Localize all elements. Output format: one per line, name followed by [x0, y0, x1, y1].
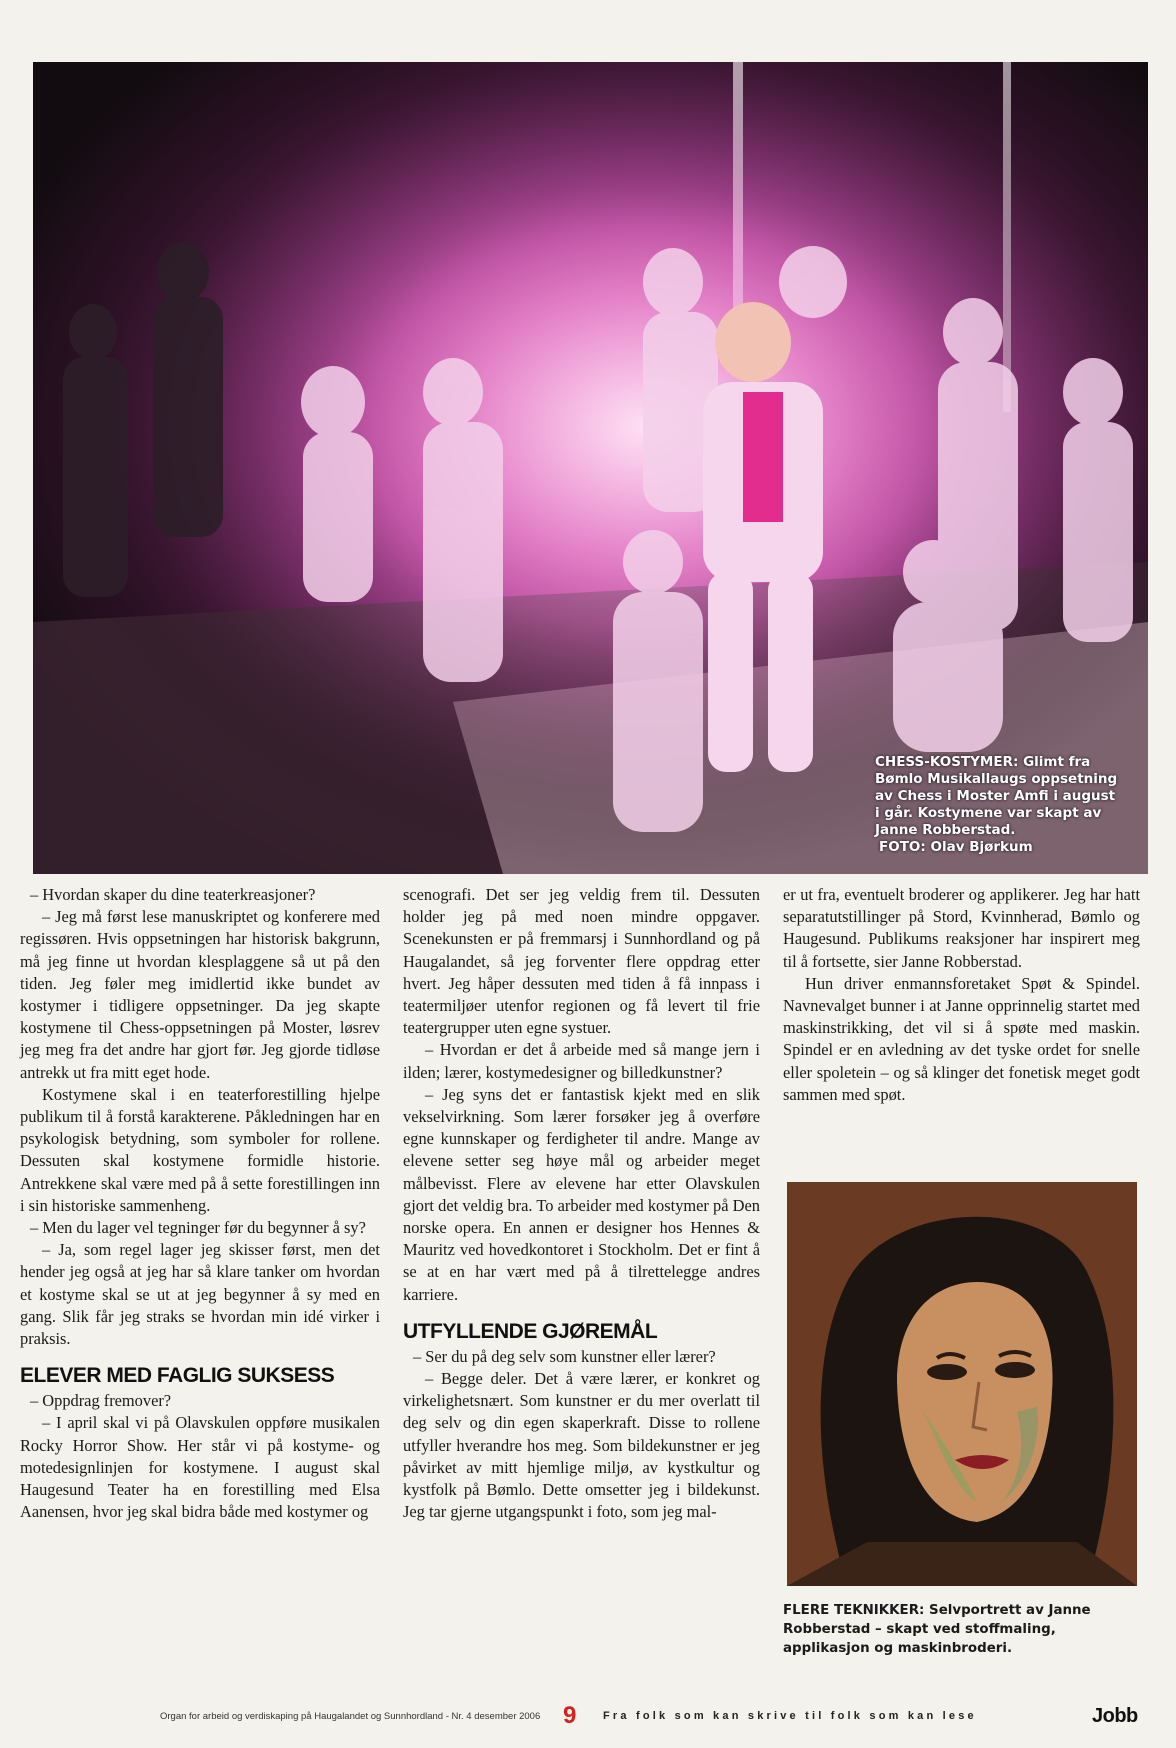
- footer-organ-text: Organ for arbeid og verdiskaping på Haugalandet og Sunnhordland - Nr. 4 desember 2006: [160, 1711, 541, 1722]
- paragraph: – Jeg må først lese manuskriptet og konferere med regissøren. Hvis oppsetningen har historisk bakgrunn, må jeg finne ut hvordan klesplaggene så ut på den tiden. Jeg føler meg imidlertid ikke bundet av kostymer i tidligere oppsetninger. Da jeg skapte kostymene til Chess-oppsetningen på Moster, løsrev jeg meg fra det andre har gjort før. Jeg gjorde tidløse antrekk ut fra mitt eget hode.: [20, 907, 380, 1082]
- paragraph: – Men du lager vel tegninger før du begynner å sy?: [30, 1218, 366, 1238]
- paragraph: scenografi. Det ser jeg veldig frem til. Dessuten holder jeg på med noen mindre oppgaver. Scenekunsten er på fremmarsj i Sunnhordland og på Haugalandet, så jeg forventer flere oppdrag etter hvert. Jeg håper dessuten med tiden å få innpass i teatermiljøer utenfor regionen og få levert til frie teatergrupper uten egne systuer.: [403, 885, 760, 1038]
- brand-logo: Jobb: [1092, 1705, 1138, 1727]
- subheading-utfyllende: UTFYLLENDE GJØREMÅL: [403, 1319, 658, 1343]
- self-portrait-illustration: [787, 1182, 1137, 1586]
- photo-caption: [875, 754, 1120, 856]
- article-column-3: [783, 884, 1140, 1106]
- photo-credit: FOTO: Olav Bjørkum: [879, 839, 1033, 855]
- stage-photo: [33, 62, 1148, 874]
- paragraph: Kostymene skal i en teaterforestilling hjelpe publikum til å forstå karakterene. Påkledningen har en psykologisk betydning, som symboler for rollene. Dessuten skal kostymene formidle historie. Antrekkene skal være med på å sette forestillingen inn i sin historiske sammenheng.: [20, 1084, 380, 1215]
- portrait-caption: [783, 1601, 1143, 1658]
- article-column-2: [403, 884, 760, 1523]
- stage-photo-illustration: [33, 62, 1148, 874]
- subheading-elever: ELEVER MED FAGLIG SUKSESS: [20, 1364, 335, 1388]
- paragraph: – Hvordan er det å arbeide med så mange jern i ilden; lærer, kostymedesigner og billedkunstner?: [403, 1040, 760, 1082]
- paragraph: – Hvordan skaper du dine teaterkreasjoner?: [30, 885, 316, 904]
- page-footer: [0, 1702, 1176, 1732]
- paragraph: – Ja, som regel lager jeg skisser først, men det hender jeg også at jeg har så klare tanker om hvordan et kostyme skal se ut at jeg begynner å sy med en gang. Slik får jeg straks se hvordan min idé virker i praksis.: [20, 1240, 380, 1349]
- paragraph: – Oppdrag fremover?: [30, 1391, 172, 1411]
- paragraph: – Ser du på deg selv som kunstner eller lærer?: [413, 1346, 716, 1366]
- paragraph: Hun driver enmannsforetaket Spøt & Spindel. Navnevalget bunner i at Janne opprinnelig startet med maskinstrikking, det vil si å spøte med maskin. Spindel er en avledning av det tyske ordet for snelle eller spoletein – og så klinger det fonetisk meget godt sammen med spøt.: [783, 973, 1140, 1104]
- paragraph: – I april skal vi på Olavskulen oppføre musikalen Rocky Horror Show. Her står vi på kostyme- og motedesignlinjen for kostymene. I august skal Haugesund Teater ha en forestilling med Elsa Aanensen, hvor jeg skal bidra både med kostymer og: [20, 1413, 380, 1522]
- photo-caption-label: CHESS-KOSTYMER:: [875, 754, 1019, 770]
- portrait-caption-label: FLERE TEKNIKKER:: [783, 1603, 925, 1618]
- paragraph: – Jeg syns det er fantastisk kjekt med en slik vekselvirkning. Som lærer forsøker jeg å overføre egne kunnskaper og ferdigheter til andre. Mange av elevene setter seg høye mål og arbeider meget målbevisst. Flere av elevene har etter Olavskulen gjort det veldig bra. To arbeider med kostymer på Den norske opera. En annen er designer hos Hennes & Mauritz ved hovedkontoret i Stockholm. Det er fint å se at en har vært med på å tilrettelegge andres karriere.: [403, 1084, 760, 1304]
- paragraph: er ut fra, eventuelt broderer og applikerer. Jeg har hatt separatutstillinger på Stord, Kvinnherad, Bømlo og Haugesund. Publikums reaksjoner har inspirert meg til å fortsette, sier Janne Robberstad.: [783, 885, 1140, 971]
- photo-caption-text: Glimt fra Bømlo Musikallaugs oppsetning av Chess i Moster Amfi i august i går. Kostymene var skapt av Janne Robberstad.: [875, 754, 1118, 838]
- article-column-1: [20, 884, 380, 1523]
- footer-slogan: Fra folk som kan skrive til folk som kan lese: [603, 1710, 977, 1722]
- self-portrait-image: [787, 1182, 1137, 1586]
- page-number: 9: [563, 1702, 577, 1729]
- portrait-caption-text: Selvportrett av Janne Robberstad – skapt ved stoffmaling, applikasjon og maskinbroderi.: [783, 1603, 1091, 1656]
- paragraph: – Begge deler. Det å være lærer, er konkret og virkelighetsnært. Som kunstner er du mer overlatt til deg selv og din egen skaperkraft. Disse to rollene utfyller hverandre hos meg. Som bildekunstner er jeg påvirket av mitt hjemlige miljø, av kystkultur og kystfolk på Bømlo. Dette omsetter jeg i bildekunst. Jeg tar gjerne utgangspunkt i foto, som jeg mal-: [403, 1369, 760, 1522]
